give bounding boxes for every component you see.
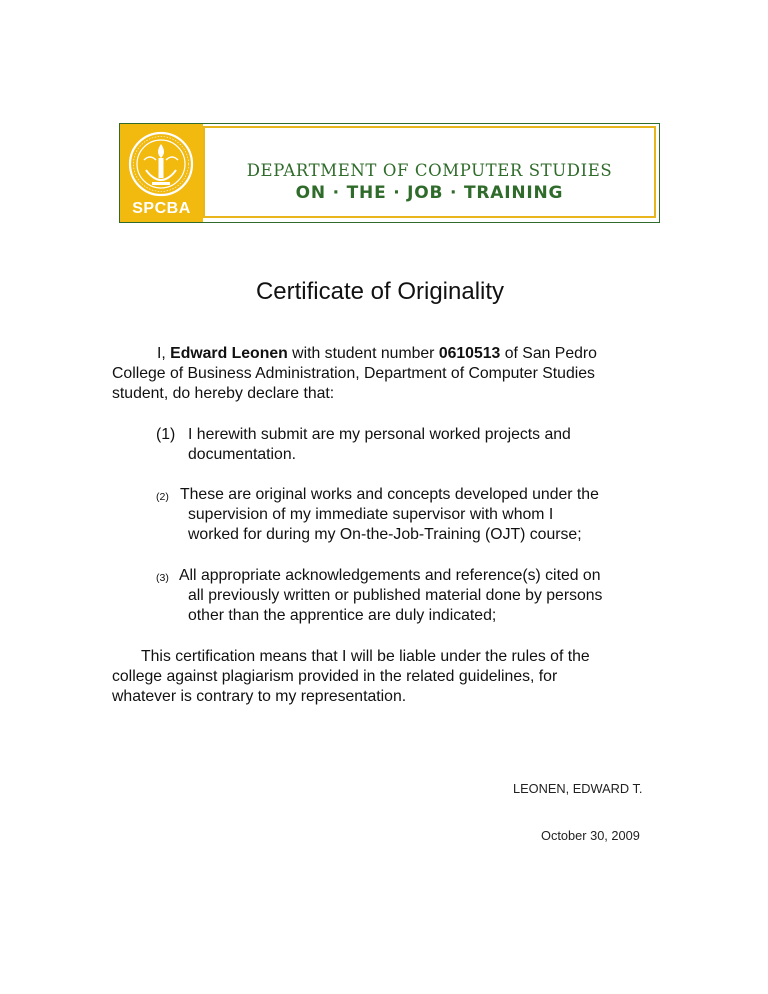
list-item-line: All appropriate acknowledgements and reference(s) cited on xyxy=(179,567,601,584)
intro-line-3: student, do hereby declare that: xyxy=(112,385,335,402)
department-title: DEPARTMENT OF COMPUTER STUDIES xyxy=(246,161,613,180)
closing-line-1: This certification means that I will be liable under the rules of the xyxy=(141,648,590,665)
signature-name: LEONEN, EDWARD T. xyxy=(513,781,643,796)
student-number: 0610513 xyxy=(438,345,501,362)
list-item-line: These are original works and concepts developed under the xyxy=(180,486,599,503)
logo-text: SPCBA xyxy=(132,200,191,217)
school-seal-icon xyxy=(124,130,198,198)
program-title: ON · THE · JOB · TRAINING xyxy=(295,183,564,203)
intro-line-1: I, Edward Leonen with student number 0610513 of San Pedro xyxy=(157,345,597,362)
list-item-line: other than the apprentice are duly indicated; xyxy=(188,607,497,624)
school-logo xyxy=(120,124,203,222)
signature-date: October 30, 2009 xyxy=(541,828,640,843)
list-item-line: worked for during my On-the-Job-Training (OJT) course; xyxy=(188,526,582,543)
list-item-number: (3) xyxy=(156,572,169,584)
page-title: Certificate of Originality xyxy=(255,278,505,305)
list-item-line: I herewith submit are my personal worked projects and xyxy=(188,426,571,443)
list-item-number: (1) xyxy=(156,426,176,443)
closing-line-2: college against plagiarism provided in the related guidelines, for xyxy=(112,668,558,685)
student-name: Edward Leonen xyxy=(170,345,288,362)
header-banner xyxy=(119,123,660,223)
list-item-line: all previously written or published material done by persons xyxy=(188,587,603,604)
closing-line-3: whatever is contrary to my representation. xyxy=(112,688,407,705)
list-item-line: documentation. xyxy=(188,446,297,463)
header-frame xyxy=(203,126,656,218)
list-item-number: (2) xyxy=(156,491,169,503)
intro-line-2: College of Business Administration, Department of Computer Studies xyxy=(112,365,595,382)
list-item-line: supervision of my immediate supervisor with whom I xyxy=(188,506,554,523)
